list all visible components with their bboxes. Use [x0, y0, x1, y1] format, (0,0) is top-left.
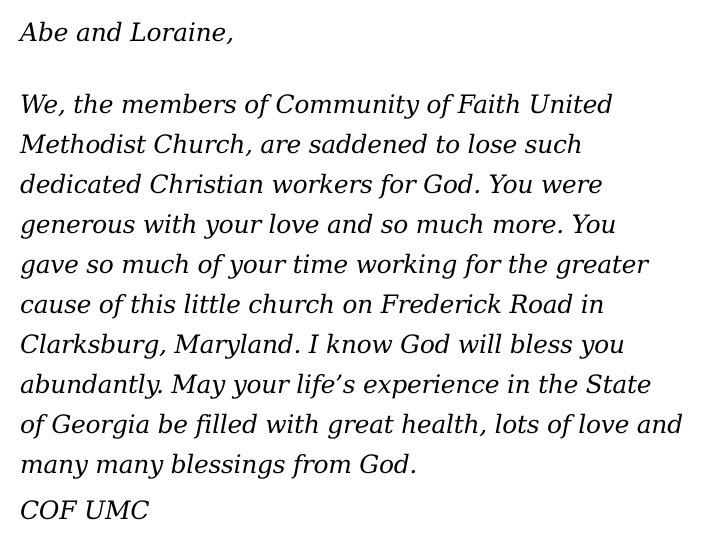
body-line-6: cause of this little church on Frederick Road in: [20, 290, 605, 319]
body-line-2: Methodist Church, are saddened to lose such: [20, 130, 583, 159]
body-line-8: abundantly. May your life’s experience in the State: [20, 370, 652, 399]
body-line-3: dedicated Christian workers for God. You were: [20, 170, 603, 199]
salutation: Abe and Loraine,: [20, 18, 234, 47]
body-line-10: many many blessings from God.: [20, 450, 418, 479]
body-line-7: Clarksburg, Maryland. I know God will bless you: [20, 330, 625, 359]
body-line-1: We, the members of Community of Faith United: [20, 90, 613, 119]
body-line-4: generous with your love and so much more. You: [20, 210, 617, 239]
signature: COF UMC: [20, 496, 150, 525]
body-line-9: of Georgia be filled with great health, lots of love and: [20, 410, 683, 439]
body-line-5: gave so much of your time working for the greater: [20, 250, 648, 279]
